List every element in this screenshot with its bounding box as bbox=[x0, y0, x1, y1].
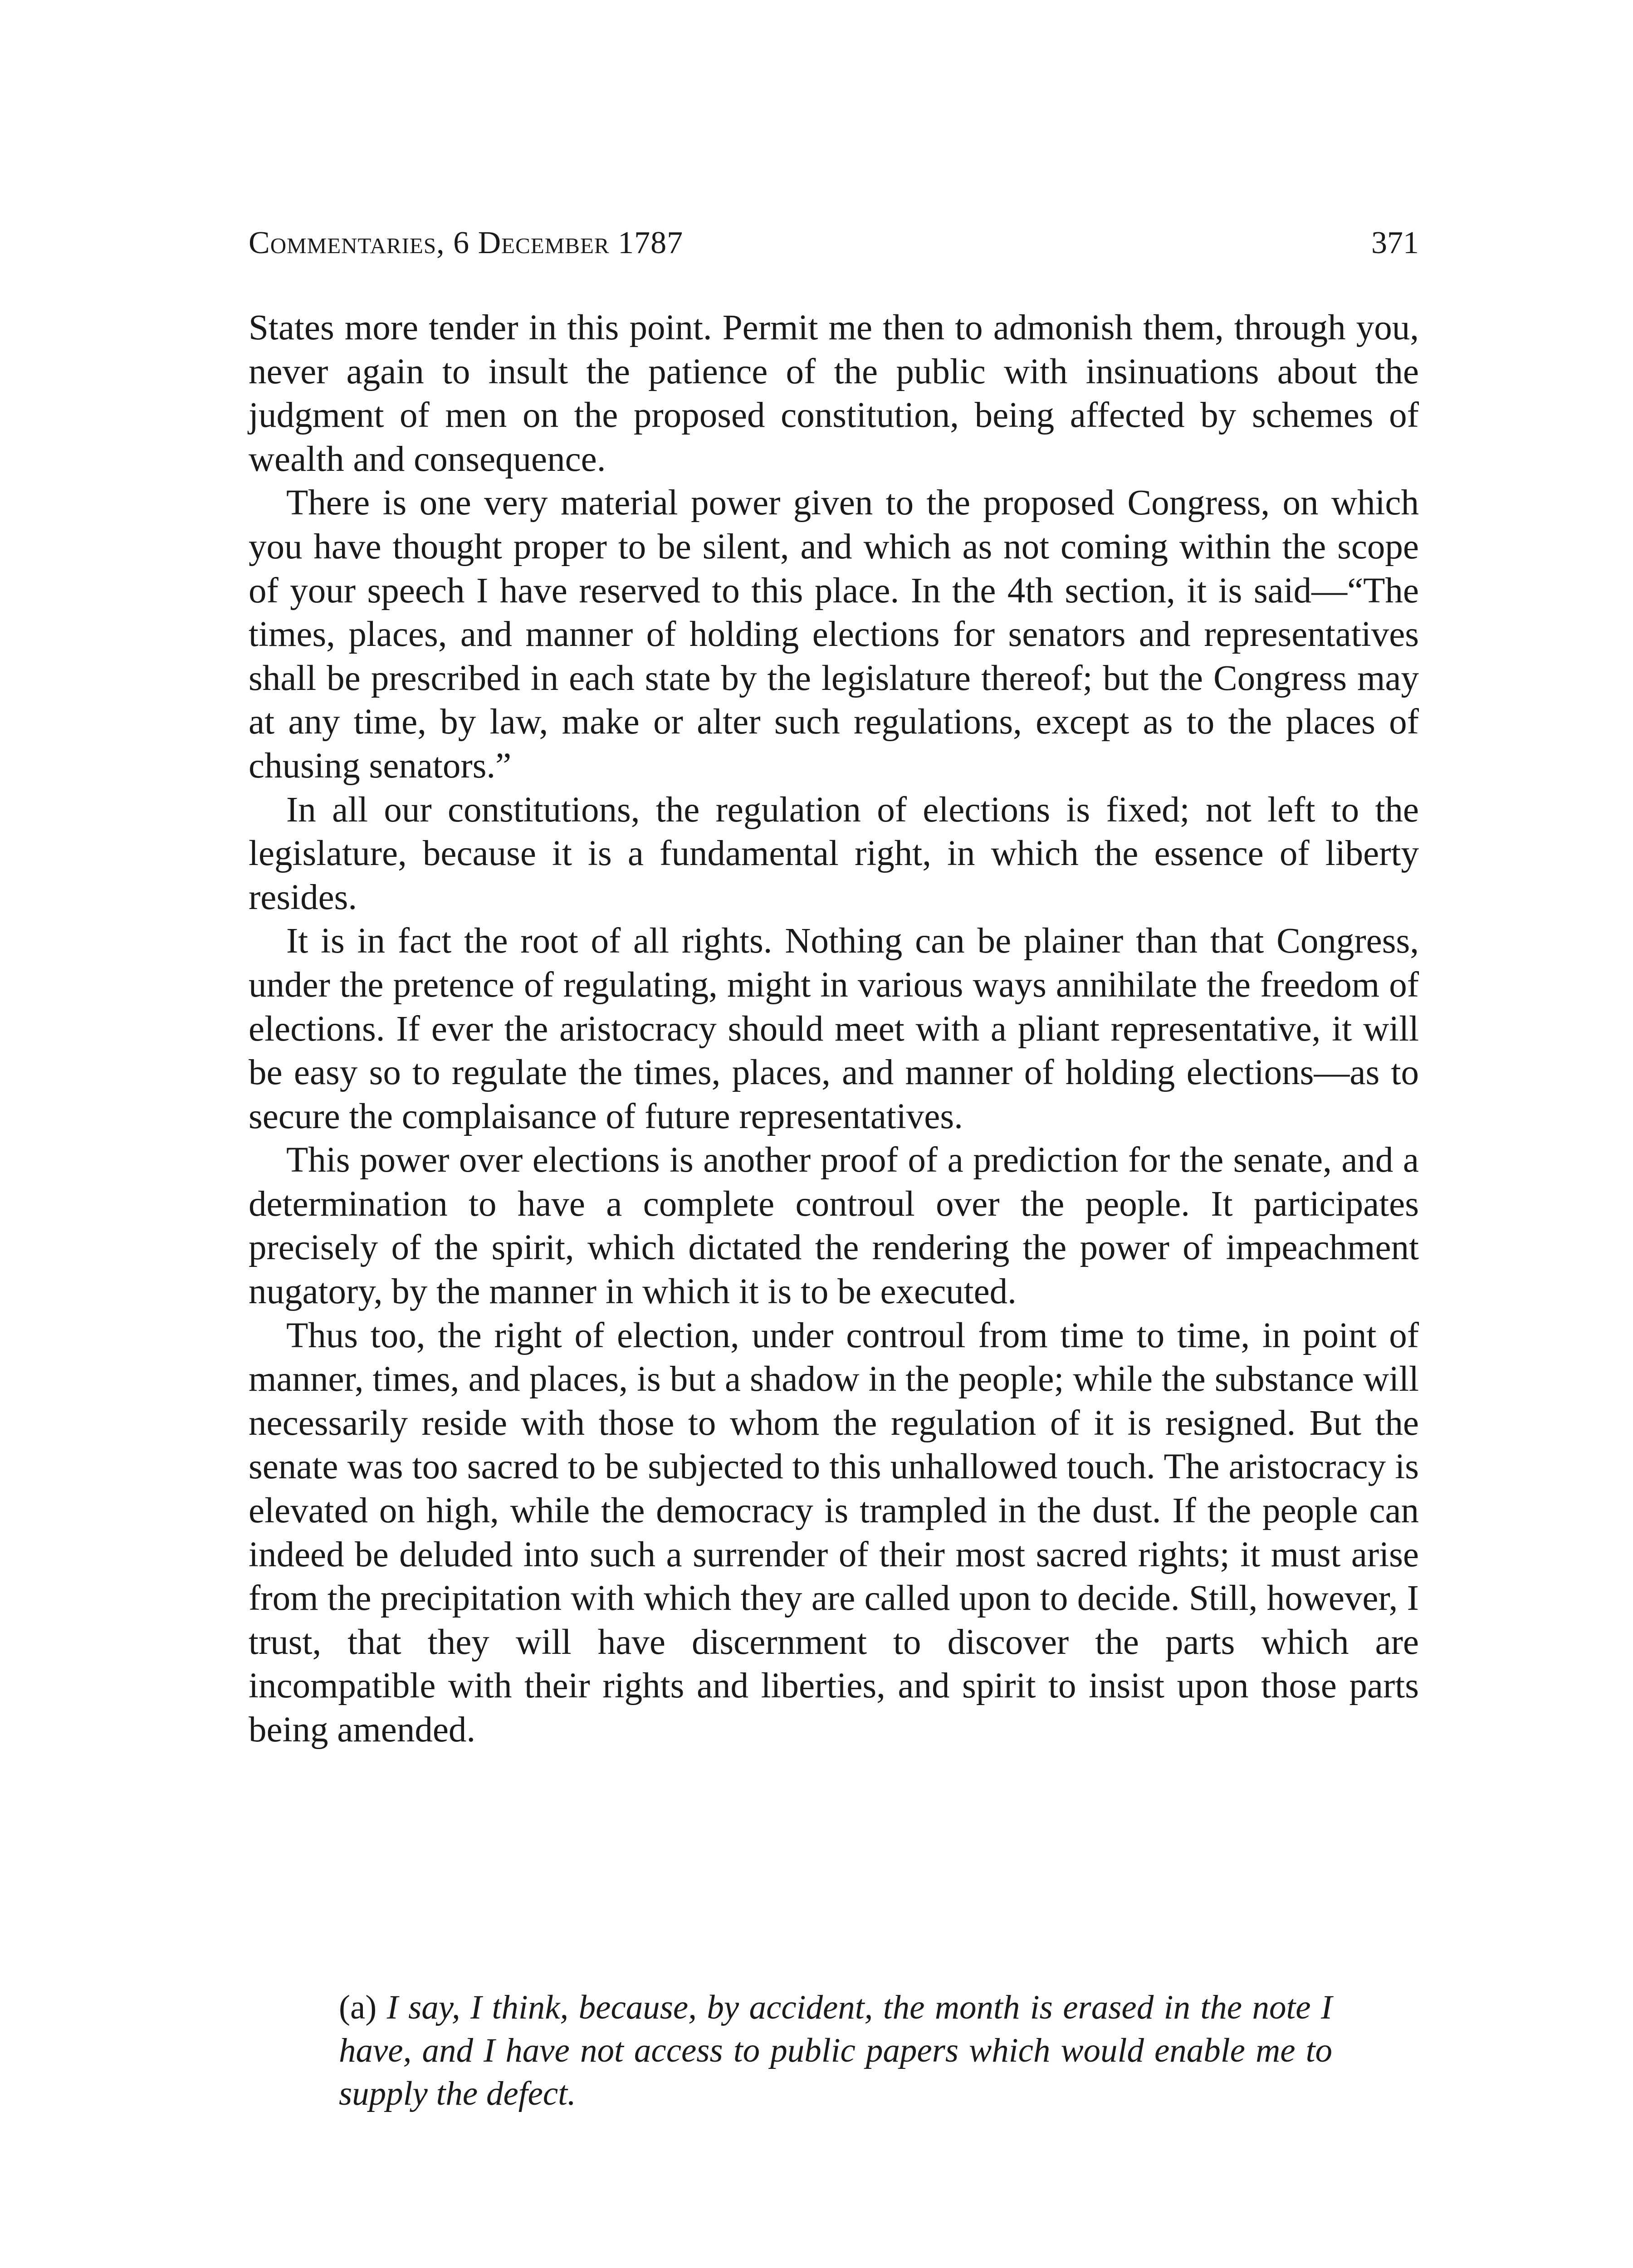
paragraph-continued: States more tender in this point. Permit me then to admonish them, through you, never again to insult the patience of the public with insinuations about the judgment of men on the proposed constitution, being affected by schemes of wealth and consequence. bbox=[249, 308, 1419, 479]
paragraph: Thus too, the right of election, under controul from time to time, in point of manner, times, and places, is but a shadow in the people; while the substance will necessarily reside with those to whom the regulation of it is resigned. But the senate was too sacred to be subjected to this unhallowed touch. The aristocracy is elevated on high, while the democracy is trampled in the dust. If the people can indeed be deluded into such a surrender of their most sacred rights; it must arise from the precipitation with which they are called upon to decide. Still, however, I trust, that they will have discernment to discover the parts which are incompatible with their rights and liberties, and spirit to insist upon those parts being amended. bbox=[249, 1315, 1419, 1750]
running-title: Commentaries, 6 December 1787 bbox=[249, 225, 684, 260]
footnote-text: I say, I think, because, by accident, the month is erased in the note I have, and I have not access to public papers which would enable me to supply the defect. bbox=[339, 1989, 1332, 2112]
footnote-mark: (a) bbox=[339, 1989, 377, 2026]
paragraph: There is one very material power given to the proposed Congress, on which you have thought proper to be silent, and which as not coming within the scope of your speech I have reserved to this place. In the 4th section, it is said—“The times, places, and manner of holding elections for senators and representatives shall be prescribed in each state by the legislature thereof; but the Congress may at any time, by law, make or alter such regulations, except as to the places of chusing senators.” bbox=[249, 483, 1419, 786]
footnote bbox=[339, 1986, 1332, 2115]
paragraph: In all our constitutions, the regulation of elections is fixed; not left to the legislature, because it is a fundamental right, in which the essence of liberty resides. bbox=[249, 790, 1419, 917]
paragraph: This power over elections is another proof of a prediction for the senate, and a determination to have a complete controul over the people. It participates precisely of the spirit, which dictated the rendering the power of impeachment nugatory, by the manner in which it is to be executed. bbox=[249, 1140, 1419, 1312]
running-head bbox=[249, 221, 1419, 265]
paragraph: It is in fact the root of all rights. Nothing can be plainer than that Congress, under the pretence of regulating, might in various ways annihilate the freedom of elections. If ever the aristocracy should meet with a pliant representative, it will be easy so to regulate the times, places, and manner of holding elections—as to secure the complaisance of future representatives. bbox=[249, 921, 1419, 1136]
page-number: 371 bbox=[1371, 225, 1419, 260]
body-text bbox=[249, 306, 1419, 1752]
